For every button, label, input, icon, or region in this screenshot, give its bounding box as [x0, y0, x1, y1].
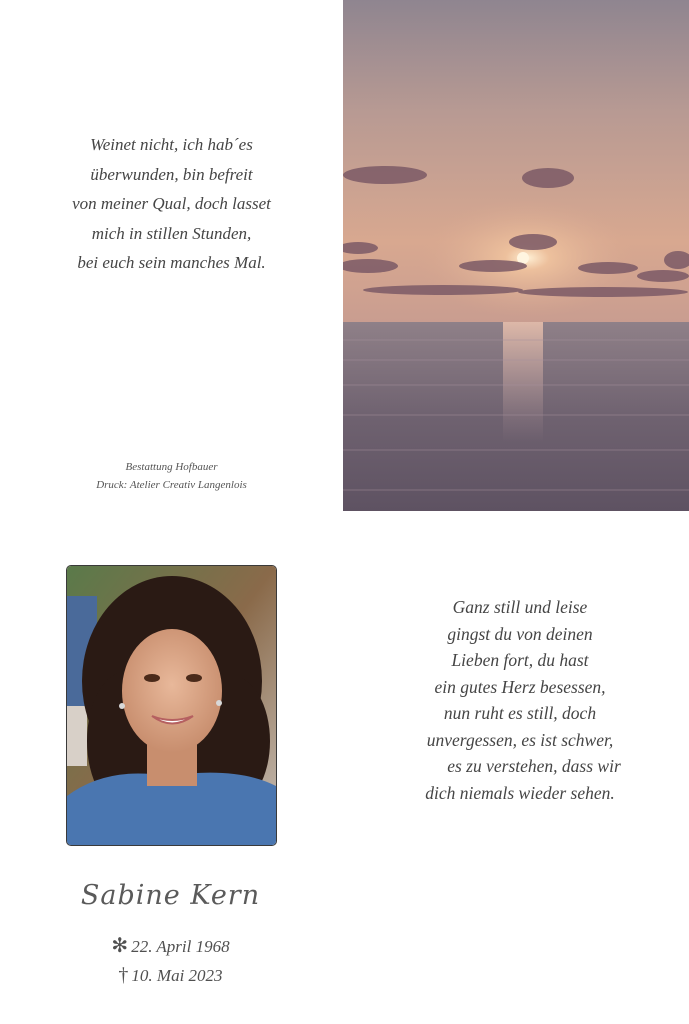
poem-line: von meiner Qual, doch lasset	[72, 194, 271, 213]
poem-line: überwunden, bin befreit	[90, 164, 253, 184]
portrait-photo	[66, 565, 277, 846]
birth-star-icon: ✻	[111, 935, 129, 957]
poem-line: mich in stillen Stunden,	[91, 223, 252, 243]
credits	[0, 458, 343, 494]
cross-icon: †	[118, 964, 129, 986]
sunset-illustration	[343, 0, 689, 511]
portrait-illustration	[67, 566, 276, 845]
poem-line: ein gutes Herz besessen,	[434, 676, 606, 697]
death-date: 10. Mai 2023	[131, 966, 223, 985]
birth-date-line	[66, 932, 275, 961]
top-poem	[0, 130, 343, 278]
bottom-poem	[375, 594, 665, 806]
death-date-line	[66, 961, 275, 990]
poem-line: es zu verstehen, dass wir	[447, 756, 621, 776]
poem-line: Ganz still und leise	[452, 597, 588, 617]
deceased-name: Sabine Kern	[80, 880, 261, 911]
poem-line: gingst du von deinen	[447, 623, 593, 644]
sunset-photo	[343, 0, 689, 511]
poem-line: bei euch sein manches Mal.	[77, 253, 266, 272]
poem-line: Lieben fort, du hast	[451, 650, 589, 670]
poem-line: nun ruht es still, doch	[443, 703, 597, 723]
funeral-home: Bestattung Hofbauer	[125, 461, 218, 473]
printer: Druck: Atelier Creativ Langenlois	[96, 479, 247, 491]
birth-date: 22. April 1968	[131, 937, 230, 956]
poem-line: dich niemals wieder sehen.	[425, 782, 615, 803]
poem-line: Weinet nicht, ich hab´es	[90, 135, 253, 154]
poem-line: unvergessen, es ist schwer,	[426, 729, 614, 750]
life-dates	[66, 932, 275, 990]
